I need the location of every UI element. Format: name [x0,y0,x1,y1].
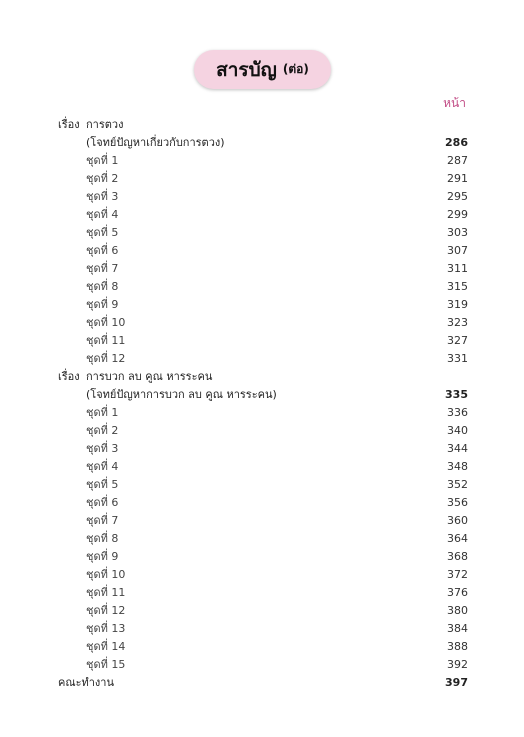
set-label: ชุดที่ 2 [86,172,119,185]
page-number: 307 [447,244,468,257]
set-entry[interactable] [0,188,524,206]
set-entry[interactable] [0,638,524,656]
credits-entry[interactable] [0,674,524,692]
set-label: ชุดที่ 7 [86,262,119,275]
section-name: การตวง [86,118,124,131]
page-number: 311 [447,262,468,275]
set-entry[interactable] [0,656,524,674]
page-number: 348 [447,460,468,473]
page-number: 291 [447,172,468,185]
set-entry[interactable] [0,296,524,314]
set-entry[interactable] [0,548,524,566]
page-number: 331 [447,352,468,365]
page-number: 380 [447,604,468,617]
set-entry[interactable] [0,422,524,440]
section-name: การบวก ลบ คูณ หารระคน [86,370,213,383]
table-of-contents [0,116,524,692]
page-number: 372 [447,568,468,581]
intro-text: (โจทย์ปัญหาเกี่ยวกับการตวง) [86,136,225,149]
set-entry[interactable] [0,170,524,188]
page-number: 344 [447,442,468,455]
set-label: ชุดที่ 6 [86,244,119,257]
page-number: 295 [447,190,468,203]
section-label: เรื่อง [58,118,80,131]
page-number: 287 [447,154,468,167]
set-entry[interactable] [0,602,524,620]
set-label: ชุดที่ 11 [86,334,126,347]
set-entry[interactable] [0,566,524,584]
set-entry[interactable] [0,440,524,458]
page-number: 336 [447,406,468,419]
set-label: ชุดที่ 5 [86,478,119,491]
set-label: ชุดที่ 3 [86,442,119,455]
page-number: 315 [447,280,468,293]
set-entry[interactable] [0,314,524,332]
set-label: ชุดที่ 1 [86,406,119,419]
set-label: ชุดที่ 1 [86,154,119,167]
toc-title-badge [194,50,331,89]
set-entry[interactable] [0,350,524,368]
page-number: 384 [447,622,468,635]
set-label: ชุดที่ 6 [86,496,119,509]
set-entry[interactable] [0,620,524,638]
set-entry[interactable] [0,458,524,476]
set-label: ชุดที่ 11 [86,586,126,599]
set-label: ชุดที่ 4 [86,460,119,473]
page-number: 319 [447,298,468,311]
page-number: 388 [447,640,468,653]
set-entry[interactable] [0,512,524,530]
set-label: ชุดที่ 9 [86,298,119,311]
set-label: ชุดที่ 8 [86,280,119,293]
page-number: 323 [447,316,468,329]
set-entry[interactable] [0,242,524,260]
set-label: ชุดที่ 2 [86,424,119,437]
set-label: ชุดที่ 12 [86,352,126,365]
set-label: ชุดที่ 14 [86,640,126,653]
page-number: 335 [445,388,468,401]
set-label: ชุดที่ 8 [86,532,119,545]
set-entry[interactable] [0,584,524,602]
credits-label: คณะทำงาน [58,676,114,689]
page-number: 364 [447,532,468,545]
section-label: เรื่อง [58,370,80,383]
page-number: 286 [445,136,468,149]
set-label: ชุดที่ 9 [86,550,119,563]
set-entry[interactable] [0,332,524,350]
set-entry[interactable] [0,404,524,422]
set-label: ชุดที่ 7 [86,514,119,527]
set-label: ชุดที่ 5 [86,226,119,239]
page-number: 397 [445,676,468,689]
page-number: 303 [447,226,468,239]
page-number: 340 [447,424,468,437]
set-entry[interactable] [0,494,524,512]
set-label: ชุดที่ 15 [86,658,126,671]
section-intro-entry[interactable] [0,386,524,404]
page-number: 352 [447,478,468,491]
set-entry[interactable] [0,530,524,548]
set-entry[interactable] [0,476,524,494]
page-number: 327 [447,334,468,347]
set-entry[interactable] [0,152,524,170]
page-column-header: หน้า [443,96,466,110]
page-number: 299 [447,208,468,221]
set-entry[interactable] [0,278,524,296]
page-number: 376 [447,586,468,599]
section-heading[interactable] [0,368,524,386]
page-number: 360 [447,514,468,527]
page-number: 368 [447,550,468,563]
section-intro-entry[interactable] [0,134,524,152]
toc-title-continued: (ต่อ) [282,62,309,76]
intro-text: (โจทย์ปัญหาการบวก ลบ คูณ หารระคน) [86,388,277,401]
set-entry[interactable] [0,206,524,224]
set-label: ชุดที่ 12 [86,604,126,617]
set-label: ชุดที่ 10 [86,316,126,329]
page-number: 392 [447,658,468,671]
set-label: ชุดที่ 10 [86,568,126,581]
set-entry[interactable] [0,224,524,242]
set-entry[interactable] [0,260,524,278]
section-heading[interactable] [0,116,524,134]
set-label: ชุดที่ 13 [86,622,126,635]
set-label: ชุดที่ 3 [86,190,119,203]
page-number: 356 [447,496,468,509]
set-label: ชุดที่ 4 [86,208,119,221]
toc-title: สารบัญ [216,58,277,81]
